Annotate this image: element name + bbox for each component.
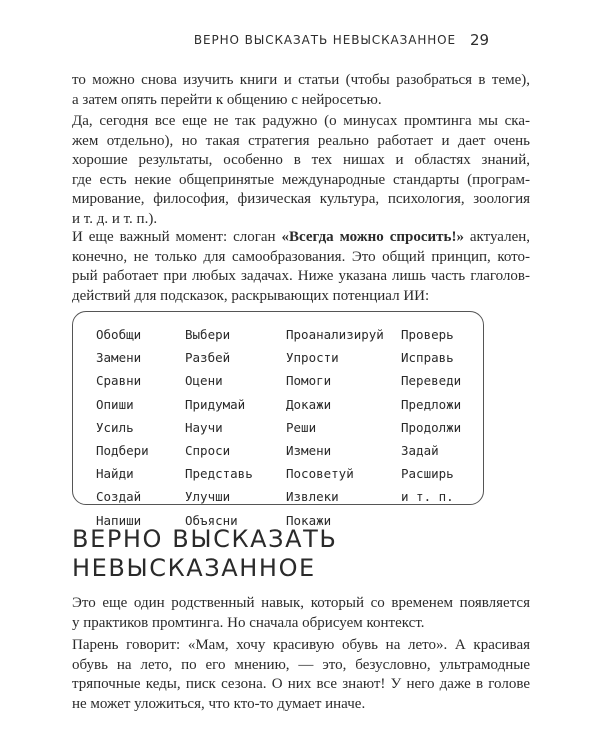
verb-item: Подбери [96,443,149,459]
verb-item: Придумай [185,396,246,412]
verb-item: Улучши [185,489,231,505]
running-header [0,33,600,53]
verb-item: Усиль [96,419,134,435]
paragraph-line: действий для подсказок, раскрывающих потенциал ИИ: [72,287,430,304]
verb-item: Сравни [96,373,142,389]
paragraph-line: Парень говорит: «Мам, хочу красивую обувь на лето». А красивая [72,637,530,653]
verb-item: Проверь [401,327,454,342]
page-number: 29 [470,31,490,49]
paragraph-line: у практиков промтинга. Но сначала обрисуем контекст. [72,614,425,631]
text-run: И еще важный момент: слоган [72,229,282,245]
verb-item: Опиши [96,396,134,412]
paragraph-line: то можно снова изучить книги и статьи (чтобы разобраться в теме), [72,72,530,88]
verb-item: Создай [96,489,142,505]
section-heading-line: НЕВЫСКАЗАННОЕ [72,554,316,582]
verb-list-box [72,311,484,528]
verb-item: Разбей [185,350,231,366]
verb-item: Помоги [286,373,332,389]
verb-item: Переведи [401,373,462,389]
verb-item: Выбери [185,327,231,342]
verb-item: Реши [286,419,317,435]
paragraph-line: жем отдельно), но такая стратегия реально работает и дает очень [72,132,530,149]
paragraph-line: мирование, философия, физическая культура, психология, зоология [72,191,530,207]
verb-item: Посоветуй [286,466,354,482]
paragraph-line: рый работает при любых задачах. Ниже указана лишь часть глаголов- [72,268,530,284]
paragraph-line: Это еще один родственный навык, который со временем появляется [72,595,530,611]
verb-column-4 [401,323,461,509]
running-title: ВЕРНО ВЫСКАЗАТЬ НЕВЫСКАЗАННОЕ [193,33,456,47]
verb-column-1 [96,323,149,532]
paragraph-line: обувь на лето, по его мнению, — это, безусловно, ультрамодные [72,656,530,673]
verb-item: Проанализируй [286,327,384,342]
verb-item: Покажи [286,512,332,528]
verb-item: Представь [185,466,253,482]
verb-item: Объясни [185,512,238,528]
section-heading-line: ВЕРНО ВЫСКАЗАТЬ [72,525,338,553]
text-run: актуален, [463,229,531,245]
verb-item: Докажи [286,396,332,412]
paragraph-line: Да, сегодня все еще не так радужно (о минусах промтинга мы ска- [72,113,530,129]
section-heading [72,525,337,583]
verb-item: Спроси [185,443,231,459]
paragraph-3 [72,228,530,306]
bold-slogan: «Всегда можно спросить!» [281,229,464,245]
paragraph-1 [72,71,530,110]
verb-item: Напиши [96,512,142,528]
paragraph-line: хорошие результаты, особенно в тех нишах и областях знаний, [72,152,530,168]
verb-item: Продолжи [401,419,462,435]
verb-item: Исправь [401,350,454,366]
paragraph-line: а затем опять перейти к общению с нейросетью. [72,91,382,108]
paragraph-line: где есть некие общепринятые международные стандарты (програм- [72,171,530,188]
verb-item: Предложи [401,396,462,412]
paragraph-line: тряпочные кеды, писк сезона. О них все знают! У него даже в голове [72,676,530,692]
verb-item: Извлеки [286,489,339,505]
verb-column-2 [185,323,253,532]
verb-item: Замени [96,350,142,366]
verb-item: Измени [286,443,332,459]
paragraph-line: и т. д. и т. п.). [72,210,158,227]
verb-item: и т. п. [401,489,454,505]
paragraph-5 [72,636,530,714]
paragraph-line: не может уложиться, что кто-то думает иначе. [72,695,366,712]
paragraph-4 [72,594,530,633]
paragraph-line [72,228,530,248]
paragraph-line: конечно, не только для самообразования. Это общий принцип, кото- [72,248,530,265]
verb-item: Найди [96,466,134,482]
verb-item: Задай [401,443,439,459]
verb-item: Оцени [185,373,223,389]
paragraph-2 [72,112,530,229]
verb-item: Обобщи [96,327,142,342]
verb-item: Упрости [286,350,339,366]
verb-column-3 [286,323,384,532]
verb-item: Расширь [401,466,454,482]
verb-item: Научи [185,419,223,435]
